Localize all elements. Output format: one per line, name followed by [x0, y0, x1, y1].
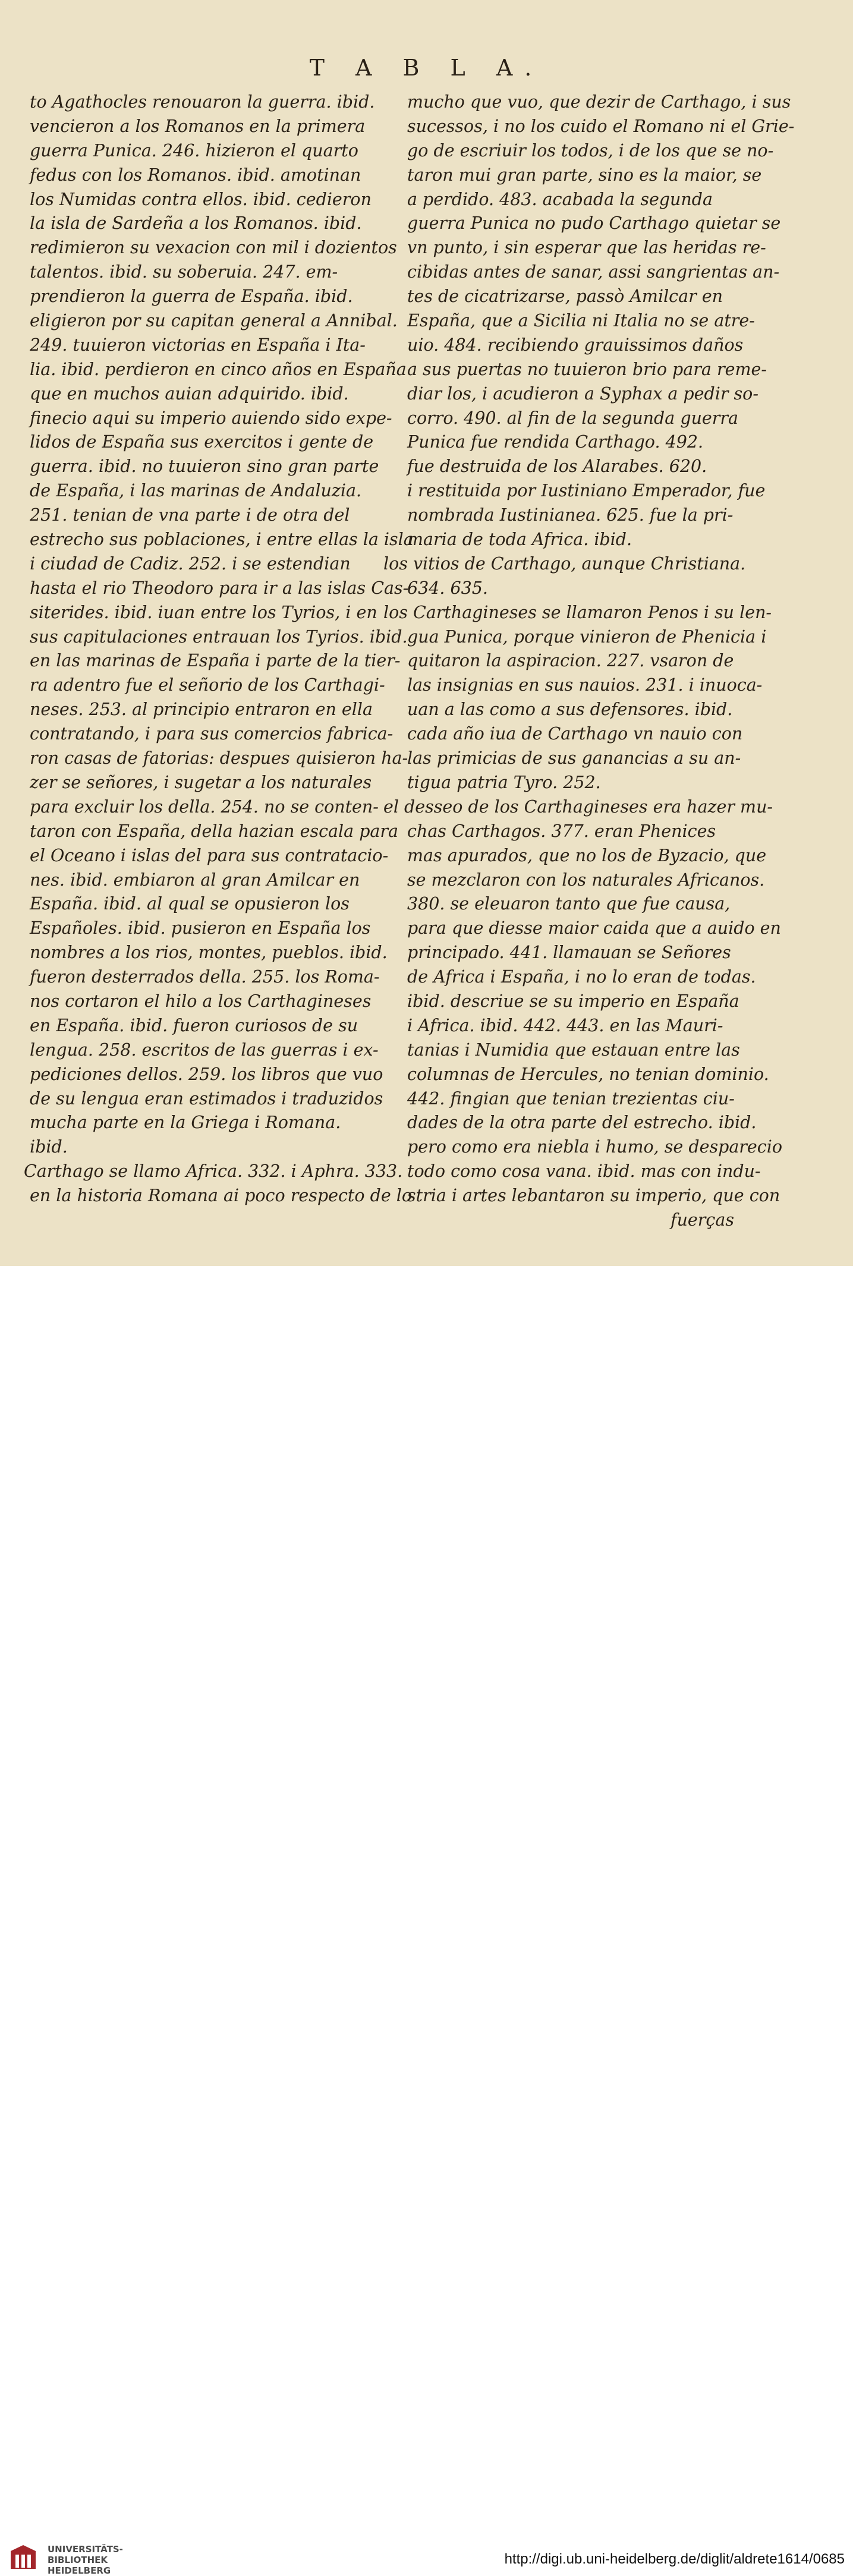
- text-line: vencieron a los Romanos en la primera: [30, 116, 366, 136]
- text-line: nos cortaron el hilo a los Carthagineses: [30, 991, 372, 1011]
- scanned-page: [0, 0, 853, 1266]
- text-line: prendieron la guerra de España. ibid.: [30, 286, 353, 307]
- text-line: 251. tenian de vna parte i de otra del: [30, 505, 350, 525]
- page-title: T A B L A.: [309, 55, 544, 81]
- text-line: maria de toda Africa. ibid.: [407, 530, 632, 550]
- text-line: España, que a Sicilia ni Italia no se atre-: [407, 311, 755, 331]
- text-line: neses. 253. al principio entraron en ella: [30, 700, 373, 720]
- text-line: 442. fingian que tenian trezientas ciu-: [407, 1088, 735, 1109]
- text-line: se mezclaron con los naturales Africanos.: [407, 870, 765, 890]
- library-name-line: HEIDELBERG: [48, 2565, 111, 2576]
- text-line: de España, i las marinas de Andaluzia.: [30, 481, 362, 501]
- text-line: gua Punica, porque vinieron de Phenicia i: [407, 626, 767, 647]
- text-line: to Agathocles renouaron la guerra. ibid.: [30, 92, 375, 112]
- text-line: cibidas antes de sanar, assi sangrientas an-: [407, 262, 780, 282]
- text-line: todo como cosa vana. ibid. mas con indu-: [407, 1161, 761, 1182]
- text-line: i ciudad de Cadiz. 252. i se estendian: [30, 553, 351, 574]
- text-line: ra adentro fue el señorio de los Carthagi-: [30, 675, 385, 695]
- text-line: fue destruida de los Alarabes. 620.: [407, 456, 707, 477]
- library-logo-icon: [8, 2543, 38, 2572]
- text-line: los Carthagineses se llamaron Penos i su len-: [383, 602, 772, 622]
- text-line: principado. 441. llamauan se Señores: [407, 943, 731, 963]
- text-line: uio. 484. recibiendo grauissimos daños: [407, 335, 744, 355]
- text-line: fedus con los Romanos. ibid. amotinan: [30, 165, 361, 185]
- text-line: mucha parte en la Griega i Romana.: [30, 1113, 341, 1133]
- source-url-link[interactable]: http://digi.ub.uni-heidelberg.de/diglit/aldrete1614/0685: [504, 2551, 845, 2567]
- text-line: en España. ibid. fueron curiosos de su: [30, 1015, 358, 1035]
- text-line: corro. 490. al fin de la segunda guerra: [407, 408, 739, 428]
- text-line: contratando, i para sus comercios fabrica-: [30, 724, 394, 744]
- text-line: nes. ibid. embiaron al gran Amilcar en: [30, 870, 360, 890]
- library-name: [48, 2544, 123, 2576]
- footer-bar: [0, 1266, 853, 2576]
- text-line: a perdido. 483. acabada la segunda: [407, 189, 713, 209]
- text-line: los vitios de Carthago, aunque Christiana.: [383, 553, 746, 574]
- text-line: ibid. descriue se su imperio en España: [407, 991, 739, 1011]
- text-line: tes de cicatrizarse, passò Amilcar en: [407, 286, 723, 307]
- text-line: en la historia Romana ai poco respecto de lo: [30, 1186, 413, 1206]
- text-line: el desseo de los Carthagineses era hazer mu-: [383, 796, 773, 817]
- text-line: chas Carthagos. 377. eran Phenices: [407, 821, 716, 841]
- text-line: eligieron por su capitan general a Annibal.: [30, 311, 398, 331]
- text-line: mucho que vuo, que dezir de Carthago, i sus: [407, 92, 791, 112]
- text-line: taron con España, della hazian escala para: [30, 821, 399, 841]
- text-line: de su lengua eran estimados i traduzidos: [30, 1088, 383, 1109]
- text-line: hasta el rio Theodoro para ir a las islas Cas-: [30, 578, 409, 598]
- text-line: stria i artes lebantaron su imperio, que con: [407, 1186, 780, 1206]
- text-line: que en muchos auian adquirido. ibid.: [30, 383, 349, 404]
- text-line: estrecho sus poblaciones, i entre ellas la isla: [30, 530, 414, 550]
- text-line: Carthago se llamo Africa. 332. i Aphra. 333.: [24, 1161, 403, 1182]
- text-line: en las marinas de España i parte de la tier-: [30, 651, 401, 671]
- text-line: ron casas de fatorias: despues quisieron ha-: [30, 748, 408, 769]
- text-line: lengua. 258. escritos de las guerras i ex-: [30, 1040, 379, 1060]
- text-line: siterides. ibid. iuan entre los Tyrios, i en: [30, 602, 377, 622]
- text-line: vn punto, i sin esperar que las heridas re-: [407, 238, 766, 258]
- text-line: España. ibid. al qual se opusieron los: [30, 894, 350, 914]
- text-line: el Oceano i islas del para sus contratacio-: [30, 845, 389, 865]
- text-line: las primicias de sus ganancias a su an-: [407, 748, 741, 769]
- text-line: los Numidas contra ellos. ibid. cedieron: [30, 189, 372, 209]
- text-line: guerra Punica. 246. hizieron el quarto: [30, 140, 358, 160]
- text-line: mas apurados, que no los de Byzacio, que: [407, 845, 767, 865]
- text-line: pediciones dellos. 259. los libros que vuo: [30, 1064, 383, 1084]
- text-line: finecio aqui su imperio auiendo sido expe-: [30, 408, 392, 428]
- text-line: diar los, i acudieron a Syphax a pedir so-: [407, 383, 758, 404]
- text-line: para que diesse maior caida que a auido en: [407, 918, 781, 939]
- text-line: lia. ibid. perdieron en cinco años en España: [30, 359, 407, 379]
- text-line: Punica fue rendida Carthago. 492.: [407, 432, 704, 452]
- text-line: las insignias en sus nauios. 231. i inuoca-: [407, 675, 763, 695]
- text-line: go de escriuir los todos, i de los que se no-: [407, 140, 774, 160]
- text-line: guerra. ibid. no tuuieron sino gran parte: [30, 456, 379, 477]
- text-line: 380. se eleuaron tanto que fue causa,: [407, 894, 731, 914]
- text-line: 249. tuuieron victorias en España i Ita-: [30, 335, 366, 355]
- text-line: guerra Punica no pudo Carthago quietar se: [407, 213, 781, 234]
- text-line: tanias i Numidia que estauan entre las: [407, 1040, 740, 1060]
- text-line: cada año iua de Carthago vn nauio con: [407, 724, 743, 744]
- text-line: uan a las como a sus defensores. ibid.: [407, 700, 733, 720]
- text-line: taron mui gran parte, sino es la maior, se: [407, 165, 762, 185]
- text-line: sucessos, i no los cuido el Romano ni el Grie-: [407, 116, 795, 136]
- text-line: ibid.: [30, 1137, 68, 1157]
- text-line: i restituida por Iustiniano Emperador, fue: [407, 481, 766, 501]
- text-line: i Africa. ibid. 442. 443. en las Mauri-: [407, 1015, 723, 1035]
- text-line: columnas de Hercules, no tenian dominio.: [407, 1064, 769, 1084]
- text-line: redimieron su vexacion con mil i dozientos: [30, 238, 397, 258]
- text-line: nombres a los rios, montes, pueblos. ibid.: [30, 943, 388, 963]
- library-name-line: UNIVERSITÄTS-: [48, 2544, 123, 2555]
- right-column: [383, 90, 795, 1233]
- text-line: nombrada Iustinianea. 625. fue la pri-: [407, 505, 734, 525]
- text-line: fueron desterrados della. 255. los Roma-: [30, 967, 380, 987]
- text-line: quitaron la aspiracion. 227. vsaron de: [407, 651, 734, 671]
- text-line: lidos de España sus exercitos i gente de: [30, 432, 374, 452]
- text-line: de Africa i España, i no lo eran de todas.: [407, 967, 756, 987]
- library-name-line: BIBLIOTHEK: [48, 2555, 108, 2565]
- text-line: la isla de Sardeña a los Romanos. ibid.: [30, 213, 362, 234]
- text-line: pero como era niebla i humo, se desparecio: [407, 1137, 783, 1157]
- text-line: a sus puertas no tuuieron brio para reme-: [407, 359, 767, 379]
- text-line: para excluir los della. 254. no se conten-: [30, 796, 379, 817]
- left-column: [24, 90, 414, 1208]
- text-line: 634. 635.: [407, 578, 488, 598]
- text-line: dades de la otra parte del estrecho. ibid.: [407, 1113, 757, 1133]
- text-line: Españoles. ibid. pusieron en España los: [30, 918, 371, 939]
- text-line: tigua patria Tyro. 252.: [407, 772, 601, 792]
- text-line: fuerças: [671, 1210, 734, 1230]
- text-line: sus capitulaciones entrauan los Tyrios. ibid.: [30, 626, 408, 647]
- text-line: talentos. ibid. su soberuia. 247. em-: [30, 262, 338, 282]
- text-line: zer se señores, i sugetar a los naturales: [30, 772, 372, 792]
